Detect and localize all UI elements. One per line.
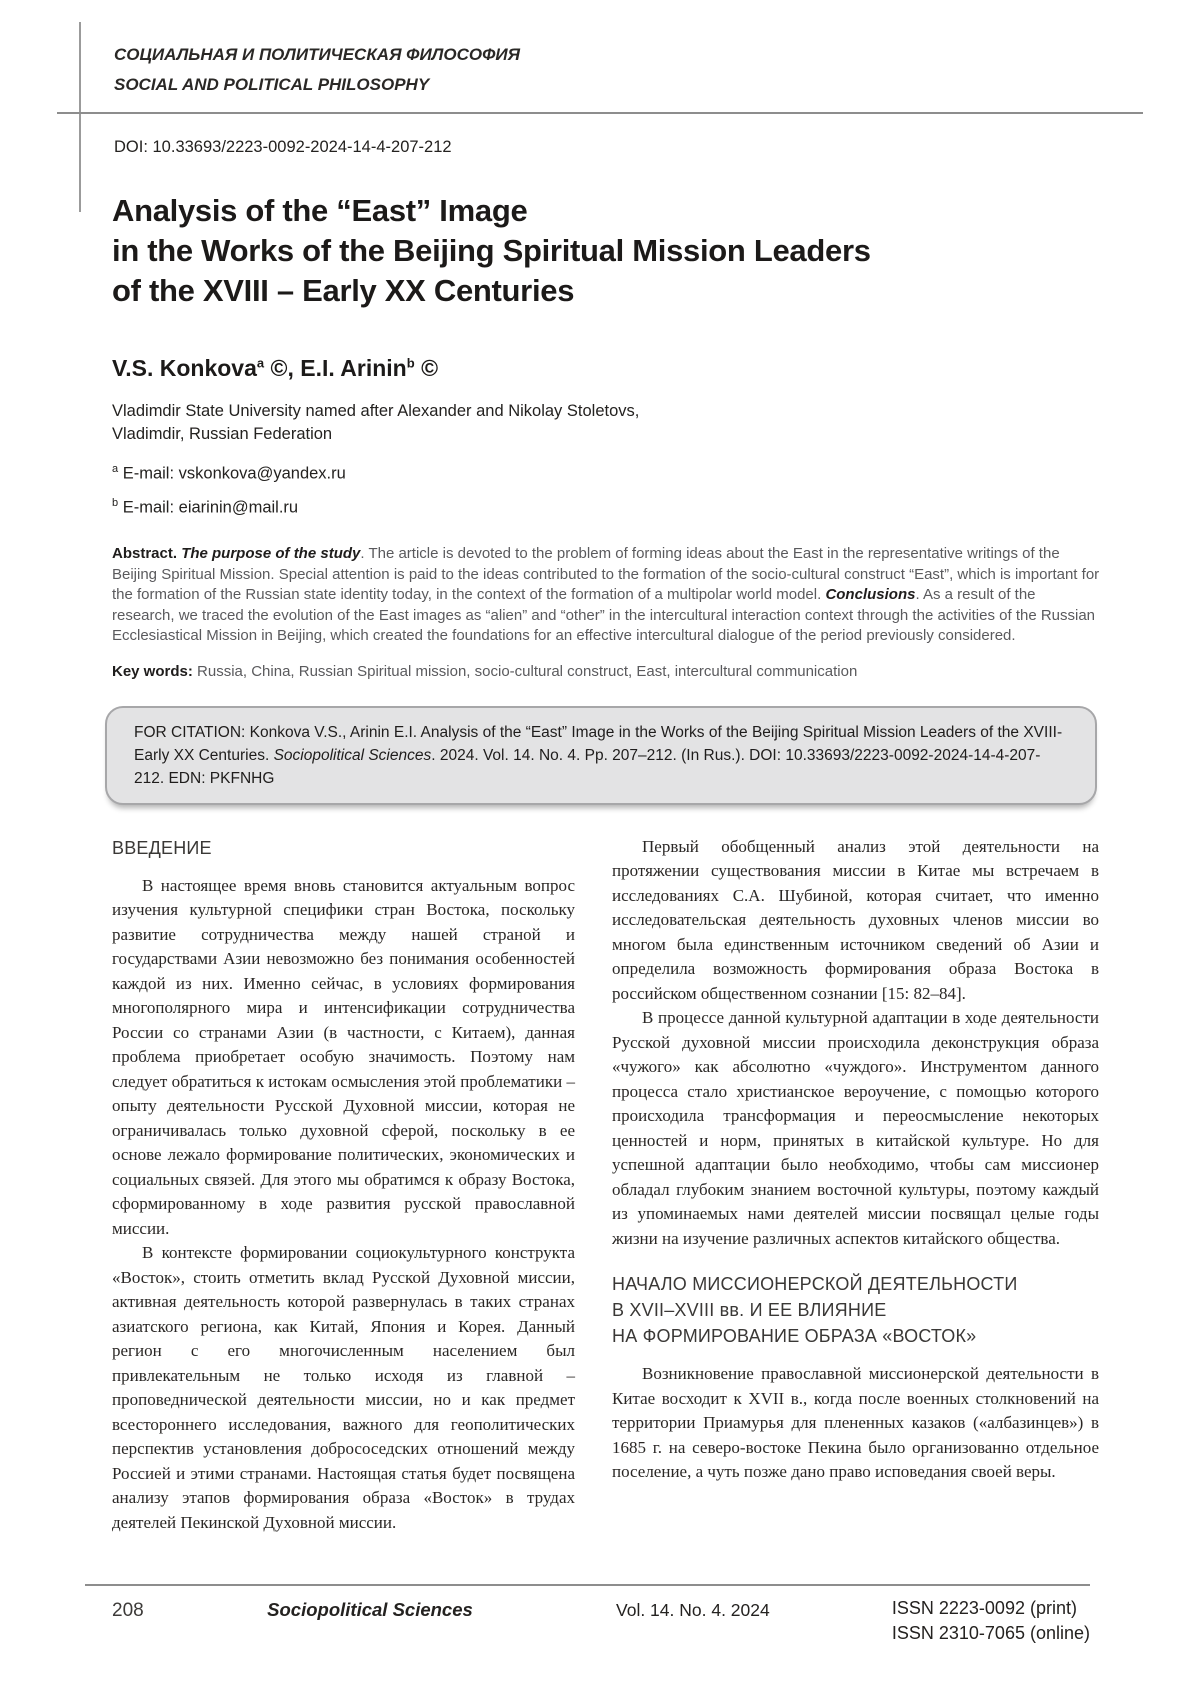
right-paragraph-2: В процессе данной культурной адаптации в ходе деятельности Русской духовной миссии происходила деконструкция образа «чужого» как абсолютно «чуждого». Инструментом данного процесса стало христианское вероучение, с помощью которого происходила трансформация и переосмысление некоторых ценностей и норм, принятых в китайской культуре. Но для успешной адаптации было необходимо, чтобы сам миссионер обладал глубоким знанием восточной культуры, поэтому каждый из упоминаемых нами деятелей миссии посвящал целые годы жизни на изучение различных аспектов китайского общества.: [612, 1008, 1099, 1248]
article-title: Analysis of the “East” Image in the Works of the Beijing Spiritual Mission Leaders of the XVIII – Early XX Centuries: [112, 193, 871, 308]
left-paragraph-2: В контексте формировании социокультурного конструкта «Восток», стоить отметить вклад Русской Духовной миссии, активная деятельность которой развернулась в таких странах азиатского региона, как Китай, Япония и Корея. Данный регион с его многочисленным населением был привлекательным не только исходя из главной – проповеднической деятельности миссии, но и как предмет всестороннего исследования, важного для геополитических перспектив установления добрососедских отношений между Россией и этими странами. Настоящая статья будет посвящена анализу этапов формирования образа «Восток» в трудах деятелей Пекинской Духовной миссии.: [112, 1243, 575, 1532]
footer-volume-info: Vol. 14. No. 4. 2024: [616, 1600, 770, 1620]
author-2-name: E.I. Arinin: [300, 355, 407, 381]
section-rubric-ru: СОЦИАЛЬНАЯ И ПОЛИТИЧЕСКАЯ ФИЛОСОФИЯ: [114, 45, 520, 64]
footer-journal-name: Sociopolitical Sciences: [267, 1599, 473, 1620]
keywords-label: Key words:: [112, 662, 198, 680]
footer-issn: ISSN 2223-0092 (print) ISSN 2310-7065 (online): [891, 1598, 1090, 1643]
abstract: [112, 544, 1100, 647]
body-column-right: [612, 835, 1099, 1536]
doi-line: DOI: 10.33693/2223-0092-2024-14-4-207-212: [114, 138, 452, 156]
body-column-left: [112, 835, 575, 1536]
footer-page-number: 208: [112, 1600, 144, 1621]
keywords-text: Russia, China, Russian Spiritual mission, socio-cultural construct, East, intercultural communication: [197, 662, 858, 680]
footer-divider-rule: [85, 1584, 1090, 1586]
citation-text-after: . 2024. Vol. 14. No. 4. Pp. 207–212. (In Rus.). DOI: 10.33693/2223-0092-2024-14-4-207-212. EDN: PKFNHG: [134, 746, 1041, 787]
citation-journal-name: Sociopolitical Sciences: [273, 746, 432, 764]
email-a-sup: a: [112, 463, 119, 475]
right-paragraph-3: Возникновение православной миссионерской деятельности в Китае восходит к XVII в., когда после военных столкновений на территории Приамурья для плененных казаков («албазинцев») в 1685 г. на северо-востоке Пекина было организованно отдельное поселение, а чуть позже дано право исповедания своей веры.: [612, 1364, 1099, 1481]
section-rubric-en: SOCIAL AND POLITICAL PHILOSOPHY: [114, 75, 430, 94]
email-line-b: [112, 492, 1100, 519]
email-a-text: E-mail: vskonkova@yandex.ru: [122, 464, 346, 483]
abstract-conclusions-text: . As a result of the research, we traced the evolution of the East images as “alien” and “other” in the intercultural interaction context through the activities of the Russian Ecclesiastical Mission in Beijing, which created the foundations for an effective intercultural dialogue of the period previously considered.: [112, 586, 1096, 644]
author-2-copyright-mark: ©: [414, 355, 439, 381]
affiliation: Vladimdir State University named after Alexander and Nikolay Stoletovs, Vladimdir, Russian Federation: [112, 402, 640, 443]
heading-introduction: ВВЕДЕНИЕ: [112, 837, 212, 858]
author-1-name: V.S. Konkova: [112, 355, 257, 381]
abstract-purpose-text: . The article is devoted to the problem of forming ideas about the East in the representative writings of the Beijing Spiritual Mission. Special attention is paid to the ideas contributed to the formation of the socio-cultural construct “East”, which is important for the formation of the Russian state identity today, in the context of the formation of a multipolar world model.: [112, 545, 1100, 603]
section-rubric: [114, 40, 1100, 100]
email-b-sup: b: [112, 496, 119, 509]
left-paragraph-1: В настоящее время вновь становится актуальным вопрос изучения культурной специфики стран Востока, поскольку развитие сотрудничества между нашей страной и государствами Азии невозможно без понимания особенностей каждой из них. Именно сейчас, в условиях формирования многополярного мира и интенсификации сотрудничества России со странами Азии (в частности, с Китаем), данная проблема приобретает особую значимость. Поэтому нам следует обратиться к истокам осмысления этой проблематики – опыту деятельности Русской Духовной миссии, которая не ограничивалась только духовной сферой, поскольку в ее основе лежало формирование политических, экономических и социальных связей. Для этого мы обратимся к образу Востока, сформированному в ходе развития русской православной миссии.: [112, 875, 575, 1238]
citation-text-before: FOR CITATION: Konkova V.S., Arinin E.I. Analysis of the “East” Image in the Works of the Beijing Spiritual Mission Leaders of the XVIII- Early XX Centuries.: [134, 723, 1063, 764]
keywords: [112, 662, 1100, 682]
abstract-conclusions-label: Conclusions: [825, 586, 916, 603]
author-2-affiliation-sup: b: [406, 355, 415, 371]
article-body: [112, 835, 1100, 1536]
for-citation-box: [105, 706, 1097, 805]
heading-mission-activity: НАЧАЛО МИССИОНЕРСКОЙ ДЕЯТЕЛЬНОСТИ В XVII–XVIII вв. И ЕЕ ВЛИЯНИЕ НА ФОРМИРОВАНИЕ ОБРАЗА «ВОСТОК»: [612, 1274, 1018, 1346]
email-b-text: E-mail: eiarinin@mail.ru: [122, 498, 299, 516]
abstract-purpose-label: The purpose of the study: [181, 545, 361, 562]
authors-line: [112, 355, 1100, 382]
email-line-a: [112, 458, 1100, 485]
author-1-copyright-mark: ©,: [264, 355, 301, 381]
author-1-affiliation-sup: a: [256, 355, 265, 371]
abstract-label: Abstract.: [112, 545, 182, 562]
header-divider-rule: [57, 112, 1143, 114]
left-margin-rule: [79, 22, 81, 212]
right-paragraph-1: Первый обобщенный анализ этой деятельности на протяжении существования миссии в Китае мы встречаем в исследованиях С.А. Шубиной, которая считает, что именно исследовательская деятельность духовных членов миссии во многом была единственным источником сведений об Азии и определила возможность формирования образа Востока в российском общественном сознании [15: 82–84].: [612, 836, 1099, 1003]
